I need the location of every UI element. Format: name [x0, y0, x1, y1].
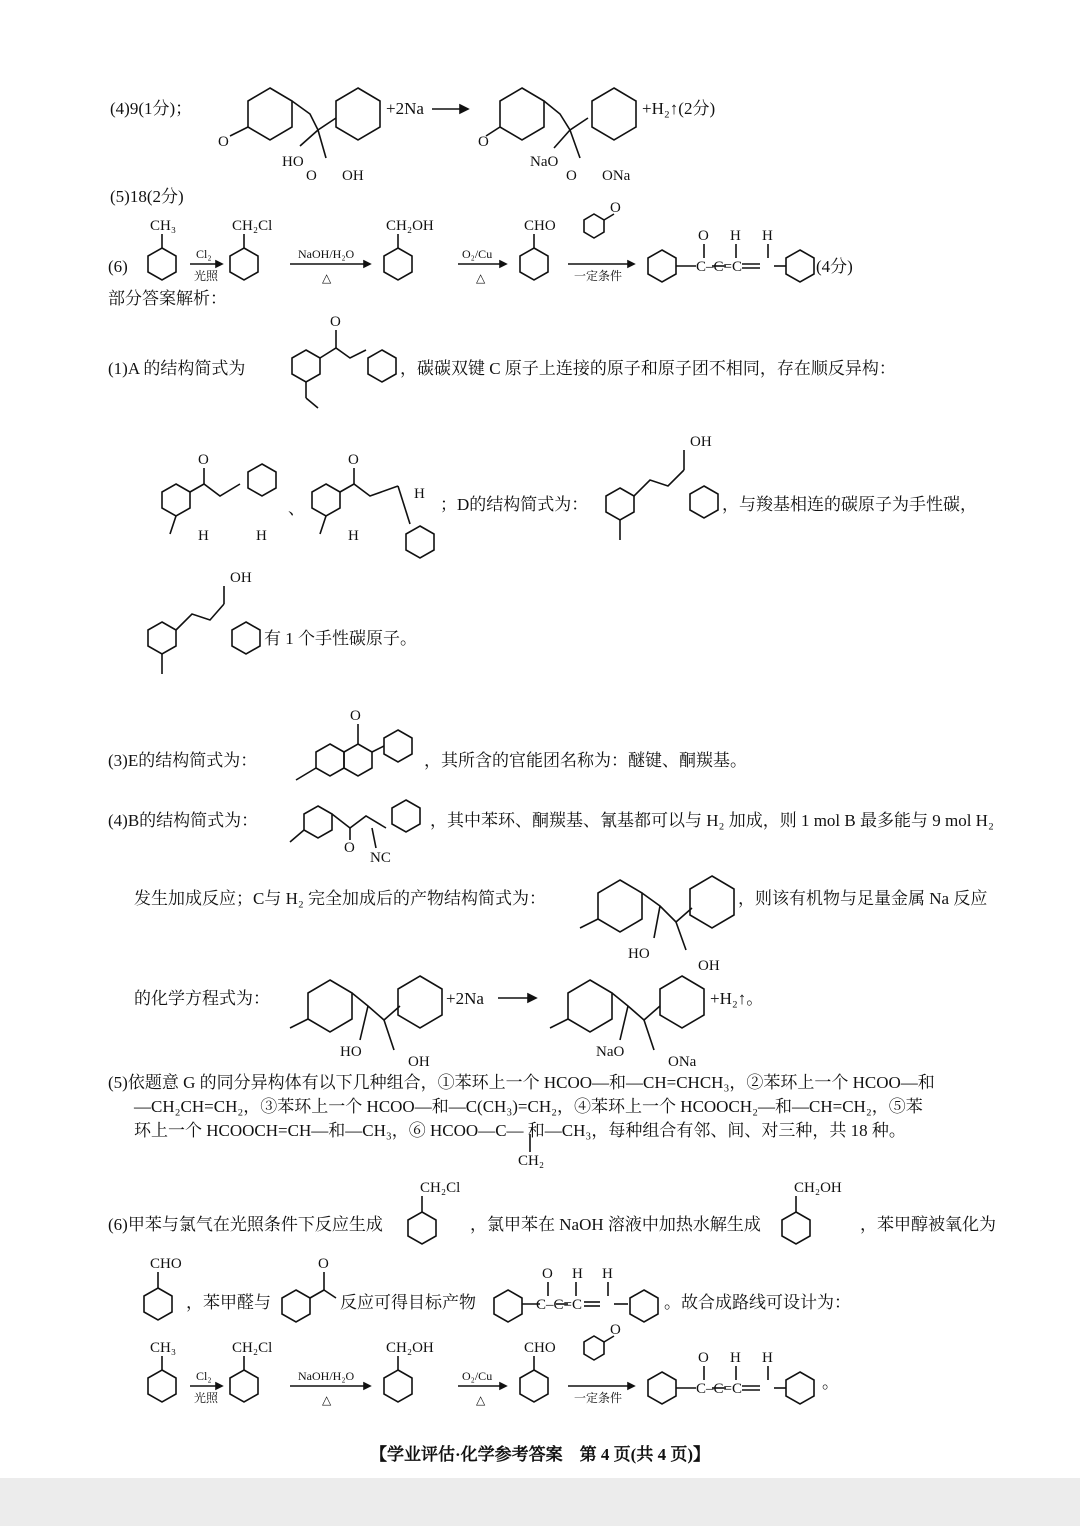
e6-benzyl-chloride	[408, 1196, 436, 1244]
e4-equation-product	[550, 976, 704, 1050]
c-oh: OH	[698, 958, 720, 974]
route-o2cu: O₂/Cu	[462, 247, 493, 261]
route-product-o: O	[698, 228, 709, 244]
e6-cho: CHO	[150, 1256, 182, 1272]
e1-d-intro: ；D的结构简式为：	[440, 495, 589, 514]
route-product-h2: H	[762, 228, 773, 244]
route-ch3: CH₃	[150, 218, 177, 234]
route-light: 光照	[194, 269, 219, 283]
eq-p-ona: ONa	[668, 1054, 697, 1070]
e-o: O	[350, 708, 361, 724]
e6-benzyl-alcohol	[782, 1196, 810, 1244]
cis-h2: H	[256, 528, 267, 544]
e1-chiral-text: ，与羧基相连的碳原子为手性碳，	[722, 495, 977, 514]
b-nc: NC	[370, 850, 391, 866]
structure-c-hydrogenated	[580, 876, 734, 950]
e4-plus-sodium: +2Na	[446, 989, 484, 1008]
q4-r-ho: HO	[282, 154, 304, 170]
e4-na-reaction: ，则该有机物与足量金属 Na 反应	[738, 889, 988, 908]
cis-o: O	[198, 452, 209, 468]
a-o: O	[330, 314, 341, 330]
route2-ch2cl: CH₂Cl	[232, 1340, 273, 1356]
e6-hydrolysis-text: ，氯甲苯在 NaOH 溶液中加热水解生成	[470, 1215, 761, 1234]
e3-groups: ，其所含的官能团名称为：醚键、酮羰基。	[424, 751, 747, 770]
e6-product-text: 反应可得目标产物	[340, 1293, 476, 1312]
page-footer: 【学业评估·化学参考答案 第 4 页(共 4 页)】	[370, 1445, 710, 1464]
route2-ch3: CH₃	[150, 1340, 177, 1356]
e1-intro: (1)A 的结构简式为	[108, 359, 246, 378]
q4-p-nao: NaO	[530, 154, 559, 170]
d-oh: OH	[690, 434, 712, 450]
d2-oh: OH	[230, 570, 252, 586]
e6-oxidation-text: ，苯甲醇被氧化为	[860, 1215, 996, 1234]
isomer-trans	[312, 468, 434, 558]
e6-aceto-o: O	[318, 1256, 329, 1272]
e6-end-dot: 。	[822, 1373, 839, 1392]
q4-r-o: O	[218, 134, 229, 150]
structure-d-repeat	[148, 586, 260, 674]
isomer-cis	[162, 464, 276, 534]
route2-product-o: O	[698, 1350, 709, 1366]
e1-isomer-text: ，碳碳双键 C 原子上连接的原子和原子团不相同，存在顺反异构：	[400, 359, 896, 378]
route-product-h1: H	[730, 228, 741, 244]
e4-equation-intro: 的化学方程式为：	[134, 989, 270, 1008]
route-ch2cl: CH₂Cl	[232, 218, 273, 234]
cis-h1: H	[198, 528, 209, 544]
section-heading: 部分答案解析：	[108, 289, 227, 308]
e6-ch2oh: CH₂OH	[794, 1180, 842, 1196]
route-ketone-o: O	[610, 200, 621, 216]
e6-target-h2: H	[602, 1266, 613, 1282]
route2-light: 光照	[194, 1391, 219, 1405]
trans-o: O	[348, 452, 359, 468]
e3-intro: (3)E的结构简式为：	[108, 751, 258, 770]
e6-ch2cl: CH₂Cl	[420, 1180, 461, 1196]
e5-line-3: 环上一个 HCOOCH=CH—和—CH₃，⑥ HCOO—C— 和—CH₃，每种组合有邻、间、对三种，共 18 种。	[134, 1121, 906, 1140]
e5-line-2: —CH₂CH=CH₂，③苯环上一个 HCOO—和—C(CH₃)=CH₂，④苯环上一个 HCOOCH₂—和—CH=CH₂，⑤苯	[134, 1097, 923, 1116]
e6-target-chain: C–C=C	[536, 1297, 582, 1313]
q4-r-oh: OH	[342, 168, 364, 184]
structure-e	[296, 724, 412, 780]
eq-r-ho: HO	[340, 1044, 362, 1060]
c-ho: HO	[628, 946, 650, 962]
trans-h2: H	[414, 486, 425, 502]
e5-line-1: (5)依题意 G 的同分异构体有以下几种组合，①苯环上一个 HCOO—和—CH=CHCH₃，②苯环上一个 HCOO—和	[108, 1073, 935, 1092]
route-ch2oh: CH₂OH	[386, 218, 434, 234]
route2-ketone-o: O	[610, 1322, 621, 1338]
q4-reactant-structure	[230, 88, 380, 158]
b-o: O	[344, 840, 355, 856]
structure-b	[290, 800, 420, 848]
e4-addition: ，其中苯环、酮羰基、氰基都可以与 H₂ 加成，则 1 mol B 最多能与 9 mol H₂	[430, 811, 994, 830]
q4-r-o2: O	[306, 168, 317, 184]
q4-label: (4)9(1分)；	[110, 99, 193, 118]
q4-product-structure	[486, 88, 636, 158]
e6-target-o: O	[542, 1266, 553, 1282]
e1-separator: 、	[288, 499, 305, 518]
route-product-chain: C–C=C	[696, 259, 742, 275]
q4-p-o2: O	[566, 168, 577, 184]
e6-benzaldehyde	[144, 1272, 172, 1320]
e6-acetophenone	[282, 1272, 336, 1322]
route-condition: 一定条件	[574, 269, 623, 283]
e6-toluene-text: (6)甲苯与氯气在光照条件下反应生成	[108, 1215, 383, 1234]
route2-naoh: NaOH/H₂O	[298, 1369, 355, 1383]
e4-intro: (4)B的结构简式为：	[108, 811, 259, 830]
trans-h1: H	[348, 528, 359, 544]
e1-chiral-count: 有 1 个手性碳原子。	[264, 629, 417, 648]
route-heat1: △	[322, 271, 332, 285]
structure-d	[606, 450, 718, 540]
route-cl2: Cl₂	[196, 247, 212, 261]
route2-product-h1: H	[730, 1350, 741, 1366]
e6-route-text: 。故合成路线可设计为：	[664, 1293, 851, 1312]
route2-product-chain: C–C=C	[696, 1381, 742, 1397]
route2-ch2oh: CH₂OH	[386, 1340, 434, 1356]
route-cho: CHO	[524, 218, 556, 234]
e5-ch2-label: CH₂	[518, 1153, 545, 1169]
q5-answer: (5)18(2分)	[110, 187, 184, 206]
structure-a	[292, 330, 396, 408]
route-heat2: △	[476, 271, 486, 285]
route2-heat1: △	[322, 1393, 332, 1407]
e6-benzaldehyde-text: ，苯甲醛与	[186, 1293, 271, 1312]
e4-equation-reactant	[290, 976, 442, 1050]
e6-target-h1: H	[572, 1266, 583, 1282]
eq-r-oh: OH	[408, 1054, 430, 1070]
q4-plus-hydrogen: +H₂↑(2分)	[642, 99, 716, 118]
q4-p-ona: ONa	[602, 168, 631, 184]
route-naoh: NaOH/H₂O	[298, 247, 355, 261]
e4-plus-hydrogen: +H₂↑。	[710, 989, 764, 1008]
route2-product-h2: H	[762, 1350, 773, 1366]
route2-heat2: △	[476, 1393, 486, 1407]
route2-o2cu: O₂/Cu	[462, 1369, 493, 1383]
route2-condition: 一定条件	[574, 1391, 623, 1405]
q4-p-o: O	[478, 134, 489, 150]
route2-cl2: Cl₂	[196, 1369, 212, 1383]
q4-plus-sodium: +2Na	[386, 99, 424, 118]
eq-p-nao: NaO	[596, 1044, 625, 1060]
e4-c-intro: 发生加成反应；C与 H₂ 完全加成后的产物结构简式为：	[134, 889, 547, 908]
route2-cho: CHO	[524, 1340, 556, 1356]
q6-score: (4分)	[816, 257, 853, 276]
q6-label: (6)	[108, 257, 128, 276]
